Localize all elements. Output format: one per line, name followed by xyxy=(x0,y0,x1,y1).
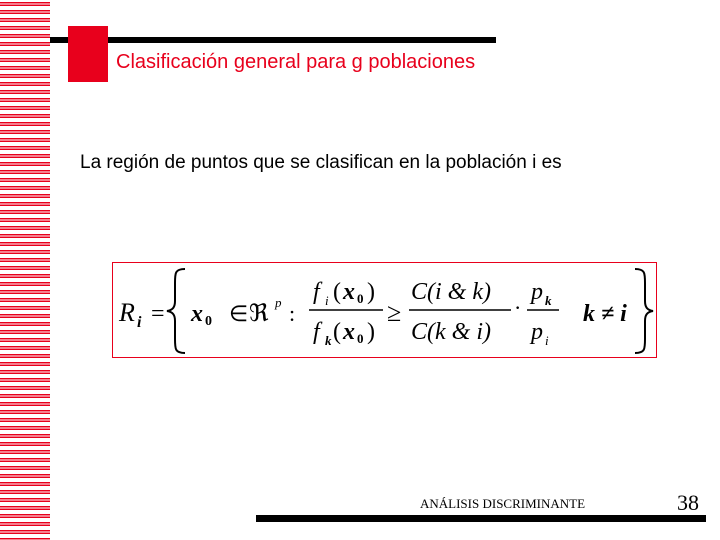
formula-geq: ≥ xyxy=(387,298,402,327)
formula-num-f: f xyxy=(313,279,320,305)
formula-reals: ℜ xyxy=(249,301,269,327)
formula-lhs-sub: i xyxy=(137,314,142,331)
formula xyxy=(113,263,658,359)
formula-condition: k ≠ i xyxy=(583,301,627,327)
formula-den-f-sub: k xyxy=(325,333,332,348)
formula-den-x: x xyxy=(343,319,355,345)
formula-lhs: R xyxy=(119,298,135,327)
formula-p-num: p xyxy=(531,279,543,305)
top-divider-bar xyxy=(50,37,496,43)
formula-num-f-sub: i xyxy=(325,293,329,308)
formula-den-x-sub: 0 xyxy=(357,331,364,346)
formula-element-of: ∈ xyxy=(229,301,249,326)
right-brace xyxy=(635,269,653,353)
formula-cost-den: C(k & i) xyxy=(411,319,491,345)
formula-reals-sup: p xyxy=(275,295,282,310)
formula-equals: = xyxy=(151,301,165,327)
formula-p-num-sub: k xyxy=(545,293,552,308)
formula-dot: · xyxy=(514,295,522,320)
formula-colon: : xyxy=(289,301,296,326)
formula-den-f: f xyxy=(313,319,320,345)
formula-num-close: ) xyxy=(367,279,375,305)
slide-title: Clasificación general para g poblaciones xyxy=(108,44,536,80)
decorative-stripes xyxy=(0,0,50,540)
formula-num-x: x xyxy=(343,279,355,305)
formula-den-open: ( xyxy=(333,319,341,345)
footer-label: ANÁLISIS DISCRIMINANTE xyxy=(420,496,586,511)
left-brace xyxy=(167,269,185,353)
formula-num-open: ( xyxy=(333,279,341,305)
formula-cost-num: C(i & k) xyxy=(411,279,491,305)
bottom-divider-bar xyxy=(256,515,706,522)
formula-x: x xyxy=(191,301,203,327)
page-number: 38 xyxy=(677,490,699,515)
formula-x-sub: 0 xyxy=(205,314,212,329)
body-text: La región de puntos que se clasifican en la población i es xyxy=(80,152,562,173)
formula-num-x-sub: 0 xyxy=(357,291,364,306)
formula-box xyxy=(112,262,657,358)
title-accent-block xyxy=(68,26,108,82)
formula-p-den-sub: i xyxy=(545,333,549,348)
formula-den-close: ) xyxy=(367,319,375,345)
formula-p-den: p xyxy=(531,319,543,345)
